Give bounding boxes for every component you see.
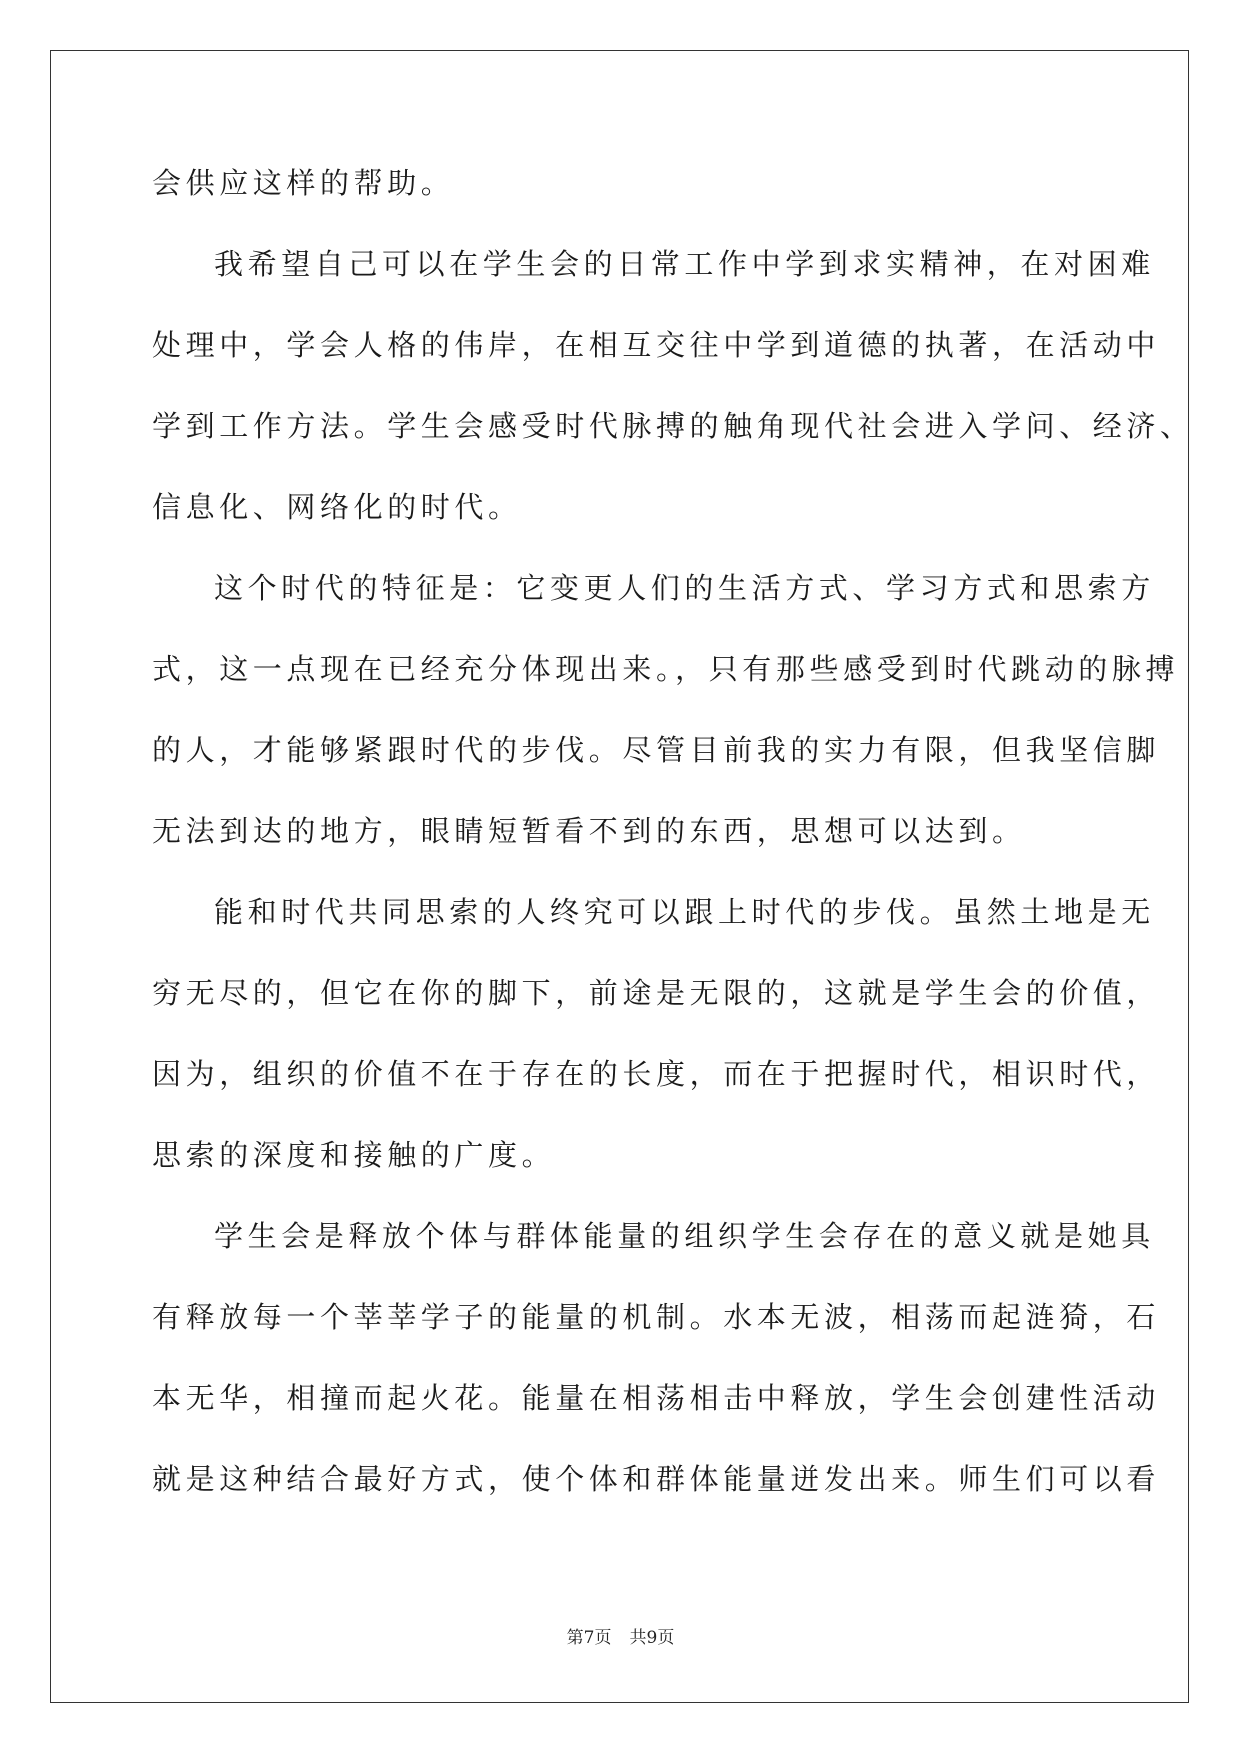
text-line: 的人，才能够紧跟时代的步伐。尽管目前我的实力有限，但我坚信脚: [152, 733, 1161, 767]
text-line: 学生会是释放个体与群体能量的组织学生会存在的意义就是她具: [214, 1219, 1155, 1253]
text-line: 处理中，学会人格的伟岸，在相互交往中学到道德的执著，在活动中: [152, 328, 1161, 362]
page-footer: [0, 1623, 1241, 1648]
text-line: 穷无尽的，但它在你的脚下，前途是无限的，这就是学生会的价值，: [152, 976, 1161, 1010]
text-line: 有释放每一个莘莘学子的能量的机制。水本无波，相荡而起涟猗，石: [152, 1300, 1161, 1334]
page-total: 共9页: [629, 1628, 675, 1648]
text-line: 能和时代共同思索的人终究可以跟上时代的步伐。虽然土地是无: [214, 895, 1155, 929]
text-line: 式，这一点现在已经充分体现出来。，只有那些感受到时代跳动的脉搏: [152, 652, 1180, 686]
text-line: 因为，组织的价值不在于存在的长度，而在于把握时代，相识时代，: [152, 1057, 1161, 1091]
text-line: 学到工作方法。学生会感受时代脉搏的触角现代社会进入学问、经济、: [152, 409, 1194, 443]
text-line: 就是这种结合最好方式，使个体和群体能量迸发出来。师生们可以看: [152, 1462, 1161, 1496]
text-line: 思索的深度和接触的广度。: [152, 1138, 556, 1172]
text-line: 这个时代的特征是：它变更人们的生活方式、学习方式和思索方: [214, 571, 1155, 605]
text-line: 本无华，相撞而起火花。能量在相荡相击中释放，学生会创建性活动: [152, 1381, 1161, 1415]
text-line: 我希望自己可以在学生会的日常工作中学到求实精神，在对困难: [214, 247, 1155, 281]
text-line: 会供应这样的帮助。: [152, 166, 455, 200]
page-number: 第7页: [566, 1628, 612, 1648]
page-border: [50, 50, 1189, 1703]
text-line: 信息化、网络化的时代。: [152, 490, 522, 524]
text-line: 无法到达的地方，眼睛短暂看不到的东西，思想可以达到。: [152, 814, 1026, 848]
